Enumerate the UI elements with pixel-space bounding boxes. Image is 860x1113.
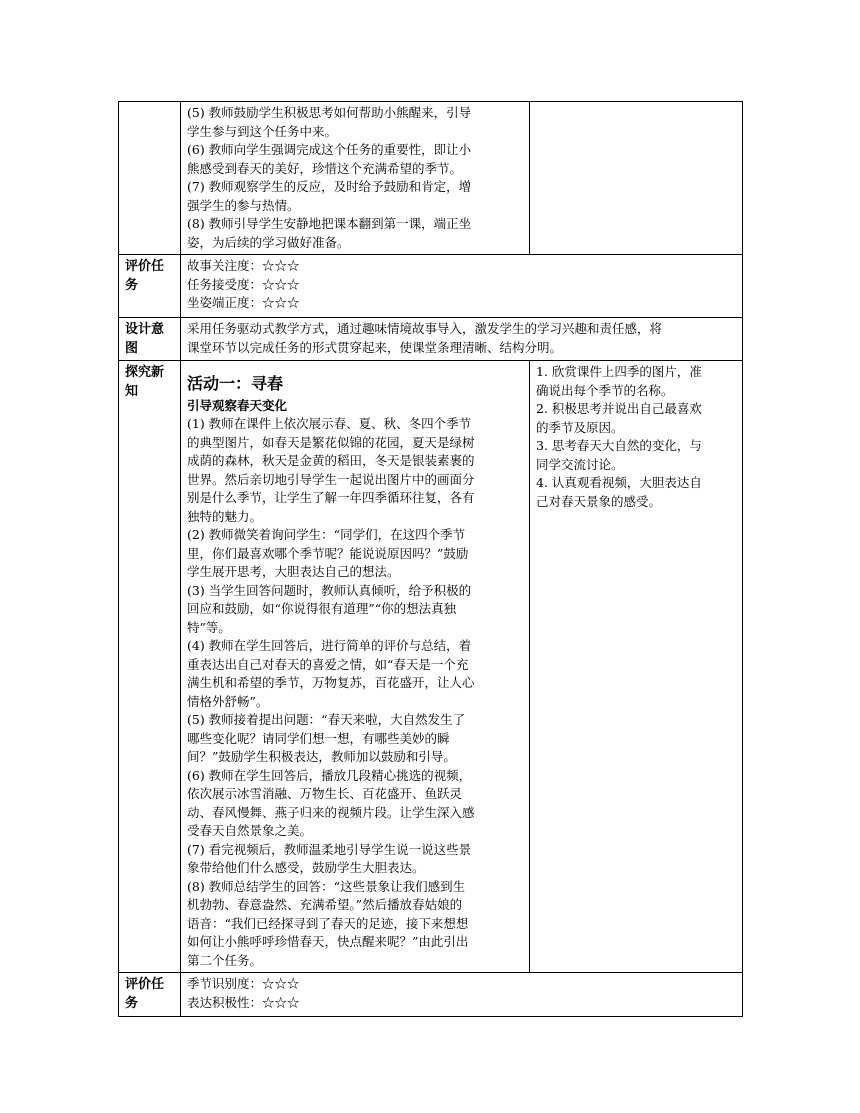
activity-step-line: 学生展开思考，大胆表达自己的想法。	[187, 564, 400, 579]
activity-step-line: 独特的魅力。	[187, 508, 263, 524]
text-line: (5) 教师鼓励学生积极思考如何帮助小熊醒来，引导	[187, 105, 472, 120]
activity-step-line: 如何让小熊呼呼珍惜春天，快点醒来呢？”由此引出	[187, 934, 469, 949]
row-evaluation-2	[119, 973, 743, 1017]
student-activity-cell	[530, 102, 743, 255]
design-line: 课堂环节以完成任务的形式贯穿起来，使课堂条理清晰、结构分明。	[187, 339, 563, 355]
activity-step-line: 重表达出自己对春天的喜爱之情，如“春天是一个充	[187, 656, 469, 672]
activity-step-line: (1) 教师在课件上依次展示春、夏、秋、冬四个季节	[187, 416, 472, 431]
row-explore	[119, 361, 743, 973]
label-line: 评价任	[125, 259, 165, 274]
label-line: 务	[125, 996, 139, 1011]
activity-step-line: (7) 看完视频后，教师温柔地引导学生说一说这些景	[187, 841, 472, 857]
row-design-intent	[119, 318, 743, 361]
student-activity-line: 同学交流讨论。	[536, 456, 624, 472]
activity-step-line: 动、春风慢舞、燕子归来的视频片段。让学生深入感	[187, 804, 475, 820]
student-activity-line: 3. 思考春天大自然的变化，与	[536, 438, 702, 453]
label-line: 设计意	[125, 322, 165, 337]
activity-step-line: 第二个任务。	[187, 952, 263, 968]
activity-step-line: (3) 当学生回答问题时，教师认真倾听，给予积极的	[187, 582, 472, 598]
activity-step-line: 回应和鼓励，如“你说得很有道理”“你的想法真独	[187, 601, 457, 616]
label-line: 探究新	[125, 365, 165, 380]
activity-step-line: (2) 教师微笑着询问学生：“同学们，在这四个季节	[187, 527, 466, 542]
activity-step-line: 特”等。	[187, 619, 231, 635]
evaluation-line: 任务接受度：☆☆☆	[187, 276, 300, 292]
activity-step-line: (5) 教师接着提出问题：“春天来啦，大自然发生了	[187, 712, 466, 727]
student-activity-line: 的季节及原因。	[536, 419, 624, 435]
activity-title: 活动一：寻春	[187, 374, 284, 393]
activity-step-line: (4) 教师在学生回答后，进行简单的评价与总结，着	[187, 638, 472, 653]
evaluation-line: 坐姿端正度：☆☆☆	[187, 295, 300, 310]
activity-cell	[181, 361, 530, 973]
activity-step-line: 里，你们最喜欢哪个季节呢？能说说原因吗？”鼓励	[187, 545, 469, 561]
empty-label-cell	[119, 102, 181, 255]
student-activity-line: 2. 积极思考并说出自己最喜欢	[536, 401, 702, 416]
activity-step-line: 间？”鼓励学生积极表达，教师加以鼓励和引导。	[187, 749, 456, 764]
row-label	[119, 255, 181, 318]
activity-step-line: (6) 教师在学生回答后，播放几段精心挑选的视频，	[187, 767, 472, 783]
row-label	[119, 318, 181, 361]
evaluation-line: 季节识别度：☆☆☆	[187, 976, 300, 991]
row-label	[119, 361, 181, 973]
label-line: 知	[125, 384, 139, 399]
text-line: (6) 教师向学生强调完成这个任务的重要性，即让小	[187, 142, 472, 157]
row-label	[119, 973, 181, 1017]
activity-step-line: 成荫的森林，秋天是金黄的稻田，冬天是银装素裹的	[187, 453, 475, 468]
student-activities	[536, 363, 736, 511]
activity-subtitle: 引导观察春天变化	[187, 398, 288, 413]
activity-step-line: 象带给他们什么感受，鼓励学生大胆表达。	[187, 860, 425, 875]
label-line: 图	[125, 341, 139, 356]
activity-step-line: 满生机和希望的季节，万物复苏，百花盛开，让人心	[187, 675, 475, 690]
text-line: (7) 教师观察学生的反应，及时给予鼓励和肯定，增	[187, 179, 472, 194]
design-line: 采用任务驱动式教学方式，通过趣味情境故事导入，激发学生的学习兴趣和责任感，将	[187, 321, 663, 336]
activity-steps	[187, 415, 523, 970]
label-line: 务	[125, 278, 139, 293]
activity-step-line: 受春天自然景象之美。	[187, 823, 313, 838]
label-line: 评价任	[125, 977, 165, 992]
student-activity-line: 确说出每个季节的名称。	[536, 382, 674, 398]
design-intent-cell	[181, 318, 743, 361]
text-line: 姿，为后续的学习做好准备。	[187, 234, 350, 250]
evaluation-line: 故事关注度：☆☆☆	[187, 258, 300, 273]
student-activity-cell	[530, 361, 743, 973]
evaluation-cell	[181, 973, 743, 1017]
text-line: (8) 教师引导学生安静地把课本翻到第一课，端正坐	[187, 216, 472, 231]
text-line: 学生参与到这个任务中来。	[187, 123, 338, 139]
activity-step-line: 的典型图片，如春天是繁花似锦的花园，夏天是绿树	[187, 434, 475, 450]
activity-step-line: 情格外舒畅”。	[187, 693, 269, 709]
evaluation-cell	[181, 255, 743, 318]
activity-step-line: (8) 教师总结学生的回答：“这些景象让我们感到生	[187, 878, 466, 894]
teacher-steps-cell	[181, 102, 530, 255]
activity-step-line: 别是什么季节，让学生了解一年四季循环往复，各有	[187, 490, 475, 505]
evaluation-line: 表达积极性：☆☆☆	[187, 994, 300, 1010]
activity-step-line: 语音：“我们已经探寻到了春天的足迹，接下来想想	[187, 915, 469, 931]
student-activity-line: 己对春天景象的感受。	[536, 493, 662, 509]
student-activity-line: 1. 欣赏课件上四季的图片，准	[536, 364, 702, 379]
activity-step-line: 世界。然后亲切地引导学生一起说出图片中的画面分	[187, 471, 475, 487]
activity-step-line: 依次展示冰雪消融、万物生长、百花盛开、鱼跃灵	[187, 786, 463, 801]
student-activity-line: 4. 认真观看视频，大胆表达自	[536, 475, 702, 490]
text-line: 强学生的参与热情。	[187, 197, 300, 213]
row-teacher-steps	[119, 102, 743, 255]
row-evaluation-1	[119, 255, 743, 318]
text-line: 熊感受到春天的美好，珍惜这个充满希望的季节。	[187, 160, 463, 176]
activity-step-line: 机勃勃、春意盎然、充满希望。”然后播放春姑娘的	[187, 897, 463, 912]
lesson-plan-table	[118, 101, 743, 1017]
activity-step-line: 哪些变化呢？请同学们想一想，有哪些美妙的瞬	[187, 730, 450, 746]
